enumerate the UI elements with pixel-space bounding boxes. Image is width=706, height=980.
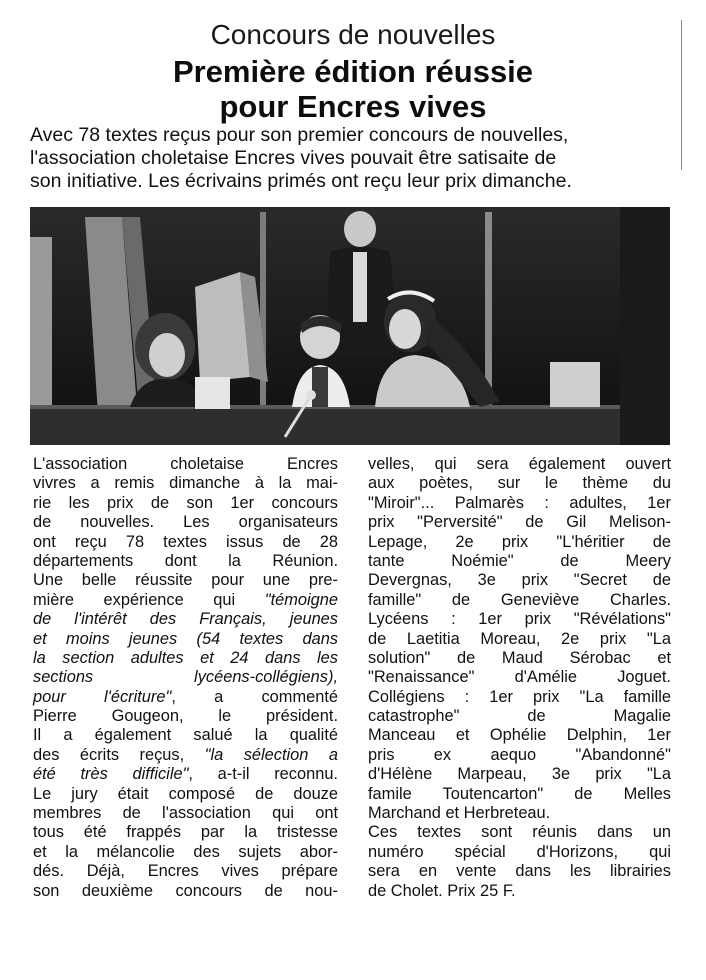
body-text-line bbox=[33, 513, 338, 532]
body-text: de nouvelles. Les organisateurs bbox=[33, 513, 338, 532]
body-text: famille" de Geneviève Charles. bbox=[368, 590, 671, 609]
body-text-line bbox=[368, 707, 671, 726]
body-text-line bbox=[33, 726, 338, 745]
body-text-line bbox=[368, 862, 671, 881]
column-left bbox=[33, 455, 338, 901]
body-text: pris ex aequo "Abandonné" bbox=[368, 745, 671, 764]
body-text: de Cholet. Prix 25 F. bbox=[368, 881, 516, 900]
body-text: son deuxième concours de nou- bbox=[33, 881, 338, 900]
italic-quote: de l'intérêt des Français, jeunes bbox=[33, 610, 338, 629]
italic-quote: été très difficile" bbox=[33, 765, 189, 784]
body-text-line bbox=[368, 882, 671, 901]
body-text-line bbox=[33, 571, 338, 590]
body-text: Collégiens : 1er prix "La famille bbox=[368, 687, 671, 706]
body-text-line bbox=[368, 823, 671, 842]
body-text: des écrits reçus, bbox=[33, 745, 205, 764]
italic-quote: "témoigne bbox=[264, 590, 338, 609]
headline-line-1: Première édition réussie bbox=[172, 54, 534, 89]
article-photo bbox=[30, 207, 670, 445]
body-text: aux poètes, sur le thème du bbox=[368, 474, 671, 493]
body-text-line bbox=[33, 765, 338, 784]
body-text-line bbox=[368, 494, 671, 513]
body-text: tante Noémie" de Meery bbox=[368, 551, 671, 570]
body-text-line bbox=[33, 533, 338, 552]
body-text-line bbox=[33, 668, 338, 687]
body-text-line bbox=[368, 765, 671, 784]
body-text: Lepage, 2e prix "L'héritier de bbox=[368, 532, 671, 551]
body-text: "Miroir"... Palmarès : adultes, 1er bbox=[368, 493, 671, 512]
body-text-line bbox=[33, 882, 338, 901]
body-text-line bbox=[368, 649, 671, 668]
body-text: et la mélancolie des sujets abor- bbox=[33, 842, 338, 861]
body-text-line bbox=[33, 746, 338, 765]
body-text-line bbox=[368, 610, 671, 629]
body-text: tous été frappés par la tristesse bbox=[33, 823, 338, 842]
body-text-line bbox=[368, 726, 671, 745]
italic-quote: la section adultes et 24 dans les bbox=[33, 648, 338, 667]
body-text: famile Toutencarton" de Melles bbox=[368, 784, 671, 803]
body-text: catastrophe" de Magalie bbox=[368, 707, 671, 726]
body-text: velles, qui sera également ouvert bbox=[368, 455, 671, 473]
body-text-line bbox=[33, 455, 338, 474]
body-text: Devergnas, 3e prix "Secret de bbox=[368, 571, 671, 590]
body-text: "Renaissance" d'Amélie Joguet. bbox=[368, 668, 671, 687]
body-text: Une belle réussite pour une pre- bbox=[33, 571, 338, 590]
body-text: numéro spécial d'Horizons, qui bbox=[368, 842, 671, 861]
body-text: Manceau et Ophélie Delphin, 1er bbox=[368, 726, 671, 745]
body-text-line bbox=[368, 571, 671, 590]
column-right bbox=[368, 455, 671, 901]
italic-quote: sections lycéens-collégiens), bbox=[33, 668, 338, 687]
body-text-line bbox=[33, 688, 338, 707]
body-text-line bbox=[368, 591, 671, 610]
body-text-line bbox=[33, 785, 338, 804]
body-text: , a-t-il reconnu. bbox=[188, 765, 338, 784]
italic-quote: pour l'écriture" bbox=[33, 687, 172, 706]
body-text-line bbox=[33, 804, 338, 823]
article-headline bbox=[0, 54, 706, 124]
body-text: rie les prix de son 1er concours bbox=[33, 493, 338, 512]
body-text-line bbox=[33, 591, 338, 610]
body-text: mière expérience qui bbox=[33, 590, 265, 609]
article-lead bbox=[30, 124, 680, 193]
body-text-line bbox=[368, 746, 671, 765]
body-text: Marchand et Herbreteau. bbox=[368, 804, 551, 823]
body-text: membres de l'association qui ont bbox=[33, 804, 338, 823]
body-text: , a commenté bbox=[171, 687, 339, 706]
body-text-line bbox=[33, 610, 338, 629]
body-text-line bbox=[368, 474, 671, 493]
body-text: Pierre Gougeon, le président. bbox=[33, 707, 338, 726]
italic-quote: et moins jeunes (54 textes dans bbox=[33, 629, 338, 648]
body-text-line bbox=[33, 552, 338, 571]
body-text-line bbox=[33, 649, 338, 668]
headline-line-2: pour Encres vives bbox=[219, 89, 487, 124]
body-text-line bbox=[368, 785, 671, 804]
body-text: d'Hélène Marpeau, 3e prix "La bbox=[368, 765, 671, 784]
body-text-line bbox=[33, 474, 338, 493]
body-text: prix "Perversité" de Gil Melison- bbox=[368, 513, 671, 532]
photo-illustration bbox=[30, 207, 670, 445]
lead-line-2: l'association choletaise Encres vives pouvait être satisaite de bbox=[30, 147, 557, 169]
body-text: de Laetitia Moreau, 2e prix "La bbox=[368, 629, 671, 648]
body-text-line bbox=[368, 552, 671, 571]
body-text: ont reçu 78 textes issus de 28 bbox=[33, 532, 338, 551]
body-text: sera en vente dans les librairies bbox=[368, 862, 671, 881]
body-text: départements dont la Réunion. bbox=[33, 551, 338, 570]
italic-quote: "la sélection a bbox=[204, 745, 338, 764]
body-text: Ces textes sont réunis dans un bbox=[368, 823, 671, 842]
body-text-line bbox=[368, 630, 671, 649]
body-text-line bbox=[33, 862, 338, 881]
body-text-line bbox=[33, 823, 338, 842]
body-text-line bbox=[368, 804, 671, 823]
body-text-line bbox=[33, 630, 338, 649]
body-text-line bbox=[33, 707, 338, 726]
body-text: solution" de Maud Sérobac et bbox=[368, 648, 671, 667]
body-text: dés. Déjà, Encres vives prépare bbox=[33, 862, 338, 881]
body-text-line bbox=[368, 843, 671, 862]
body-text: Il a également salué la qualité bbox=[33, 726, 338, 745]
body-text-line bbox=[368, 688, 671, 707]
lead-line-3: son initiative. Les écrivains primés ont reçu leur prix dimanche. bbox=[30, 170, 572, 192]
body-text: Lycéens : 1er prix "Révélations" bbox=[368, 610, 671, 629]
body-text: L'association choletaise Encres bbox=[33, 455, 338, 473]
lead-line-1: Avec 78 textes reçus pour son premier concours de nouvelles, bbox=[30, 124, 569, 146]
article-kicker: Concours de nouvelles bbox=[210, 19, 496, 50]
body-text-line bbox=[368, 668, 671, 687]
body-text-line bbox=[368, 455, 671, 474]
body-text: vivres a remis dimanche à la mai- bbox=[33, 474, 338, 493]
body-text-line bbox=[368, 533, 671, 552]
body-text: Le jury était composé de douze bbox=[33, 784, 338, 803]
body-text-line bbox=[368, 513, 671, 532]
body-text-line bbox=[33, 843, 338, 862]
body-text-line bbox=[33, 494, 338, 513]
